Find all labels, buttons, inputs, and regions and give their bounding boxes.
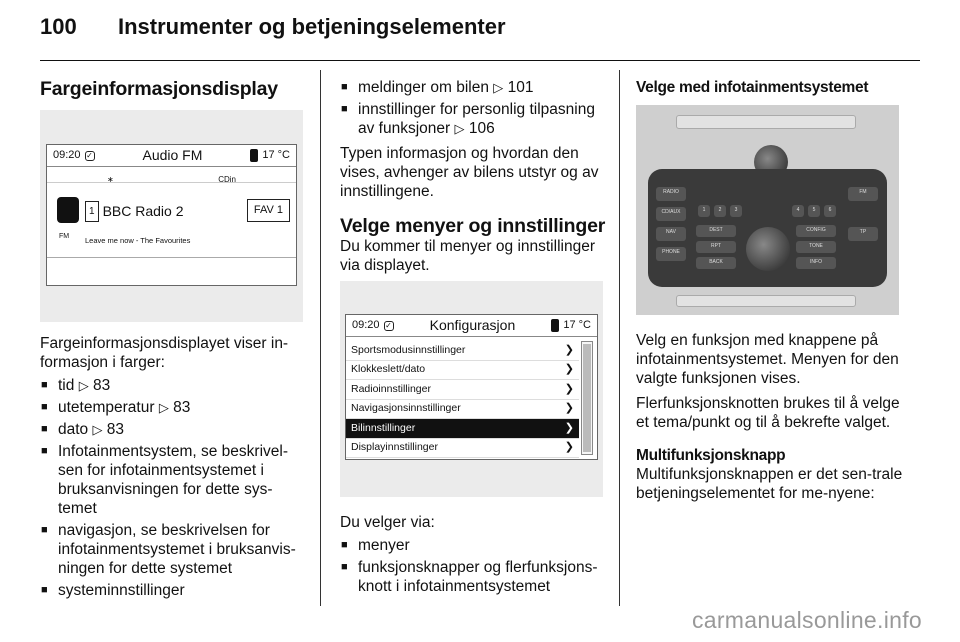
chevron-right-icon: ❯ [564,363,574,376]
clock-time: 09:20 [53,149,81,161]
config-button: CONFIG [796,225,836,237]
multifunction-paragraph: Multifunksjonsknappen er det sen-trale betjeningselementet for me-nyene: [636,466,903,502]
tp-button: TP [848,227,878,241]
screen-title: Audio FM [142,147,203,163]
section-heading-menus: Velge menyer og innstillinger [340,215,606,237]
menu-display-figure [340,281,603,497]
clock-time: 09:20 [352,319,380,331]
infotainment-panel-figure [636,105,899,315]
multifunction-knob-icon [746,227,790,271]
column-1 [40,72,305,603]
list-item: ■ meldinger om bilen ▷ 101 [340,78,608,97]
infotainment-paragraph-1: Velg en funksjon med knappene på infotainmentsystemet. Menyen for den valgte funksjonen vises. [636,332,899,387]
subheading-multifunction: Multifunksjonsknapp [636,447,786,464]
column-2 [340,72,608,599]
column-divider-2 [619,70,620,606]
cd-aux-button: CD/AUX [656,207,686,221]
page-ref-icon: ▷ [78,378,89,393]
scrollbar-thumb[interactable] [583,344,591,452]
preset-5-button: 5 [808,205,820,217]
chevron-right-icon: ❯ [564,343,574,356]
menu-item-sport[interactable]: Sportsmodusinnstillinger ❯ [346,341,579,361]
menu-item-clock[interactable]: Klokkeslett/dato ❯ [346,361,579,381]
page-header [40,14,506,40]
page-number: 100 [40,14,77,39]
via-list [340,536,608,596]
status-bar [47,145,296,167]
infotainment-paragraph-2: Flerfunksjonsknotten brukes til å velge et tema/punkt og til å bekrefte valget. [636,395,900,431]
source-label: CDin [218,175,236,184]
preset-3-button: 3 [730,205,742,217]
station-row [85,201,184,222]
page-title: Instrumenter og betjeningselementer [118,14,506,39]
nav-button: NAV [656,227,686,241]
menu-item-vehicle[interactable]: Bilinnstillinger ❯ [346,419,579,439]
section-heading-infotainment: Velge med infotainmentsystemet [636,79,869,96]
temperature: 17 °C [262,149,290,161]
menu-list [346,337,579,458]
page-ref-icon: ▷ [92,422,103,437]
back-button: BACK [696,257,736,269]
radio-button: RADIO [656,187,686,201]
rpt-button: RPT [696,241,736,253]
via-label: Du velger via: [340,514,435,531]
info-paragraph: Typen informasjon og hvordan den vises, avhenger av bilens utstyr og av innstillingene. [340,145,599,200]
intro-paragraph: Fargeinformasjonsdisplayet viser in-formasjon i farger: [40,335,289,371]
phone-icon [250,149,258,162]
source-row [47,167,296,183]
info-list [40,376,305,600]
list-item: ■ innstillinger for personlig tilpasning av funksjoner ▷ 106 [340,100,608,138]
menu-scrollbar[interactable] [581,341,593,455]
menu-item-navigation[interactable]: Navigasjonsinnstillinger ❯ [346,400,579,420]
chevron-right-icon: ❯ [564,421,574,434]
list-item: ■ tid ▷ 83 [40,376,305,395]
info-button: INFO [796,257,836,269]
list-item: ■ funksjonsknapper og flerfunksjons-knott i infotainmentsystemet [340,558,608,596]
column-3 [636,72,906,503]
dest-button: DEST [696,225,736,237]
check-icon: ✓ [86,150,93,160]
bluetooth-icon: ∗ [107,175,114,184]
menu-item-display[interactable]: Displayinnstillinger ❯ [346,439,579,459]
status-bar [346,315,597,337]
list-item: ■ systeminnstillinger [40,581,305,600]
watermark: carmanualsonline.info [691,607,922,633]
lower-vent [676,295,856,307]
info-list-cont [340,78,608,138]
station-name: BBC Radio 2 [102,203,184,219]
audio-display-figure [40,110,303,322]
bottom-divider [47,257,296,258]
preset-1-button: 1 [698,205,710,217]
list-item: ■ navigasjon, se beskrivelsen for infotainmentsystemet i bruksanvis-ningen for dette systemet [40,521,305,578]
menu-screen [345,314,598,460]
screen-title: Konfigurasjon [429,317,516,333]
page-ref-icon: ▷ [493,80,504,95]
radio-icon [57,197,79,223]
header-rule [40,60,920,61]
preset-6-button: 6 [824,205,836,217]
chevron-right-icon: ❯ [564,441,574,454]
tone-button: TONE [796,241,836,253]
audio-screen [46,144,297,286]
fm-button: FM [848,187,878,201]
menu-item-radio[interactable]: Radioinnstillinger ❯ [346,380,579,400]
temperature: 17 °C [563,319,591,331]
phone-icon [551,319,559,332]
page-ref-icon: ▷ [158,400,169,415]
list-item: ■ dato ▷ 83 [40,420,305,439]
fav-button[interactable]: FAV 1 [247,199,290,222]
phone-button: PHONE [656,247,686,261]
column-divider-1 [320,70,321,606]
preset-number: 1 [85,201,99,222]
band-label: FM [59,233,70,240]
chevron-right-icon: ❯ [564,402,574,415]
check-icon: ✓ [385,320,392,330]
preset-4-button: 4 [792,205,804,217]
radio-text: Leave me now - The Favourites [85,236,191,245]
menus-paragraph: Du kommer til menyer og innstillinger via displayet. [340,238,595,274]
list-item: ■ utetemperatur ▷ 83 [40,398,305,417]
section-heading-color-display: Fargeinformasjonsdisplay [40,78,278,100]
preset-2-button: 2 [714,205,726,217]
page-ref-icon: ▷ [454,121,465,136]
list-item: ■ menyer [340,536,608,555]
list-item: ■ Infotainmentsystem, se beskrivel-sen for infotainmentsystemet i bruksanvisningen for dette sys-temet [40,442,305,518]
cd-slot [676,115,856,129]
chevron-right-icon: ❯ [564,382,574,395]
